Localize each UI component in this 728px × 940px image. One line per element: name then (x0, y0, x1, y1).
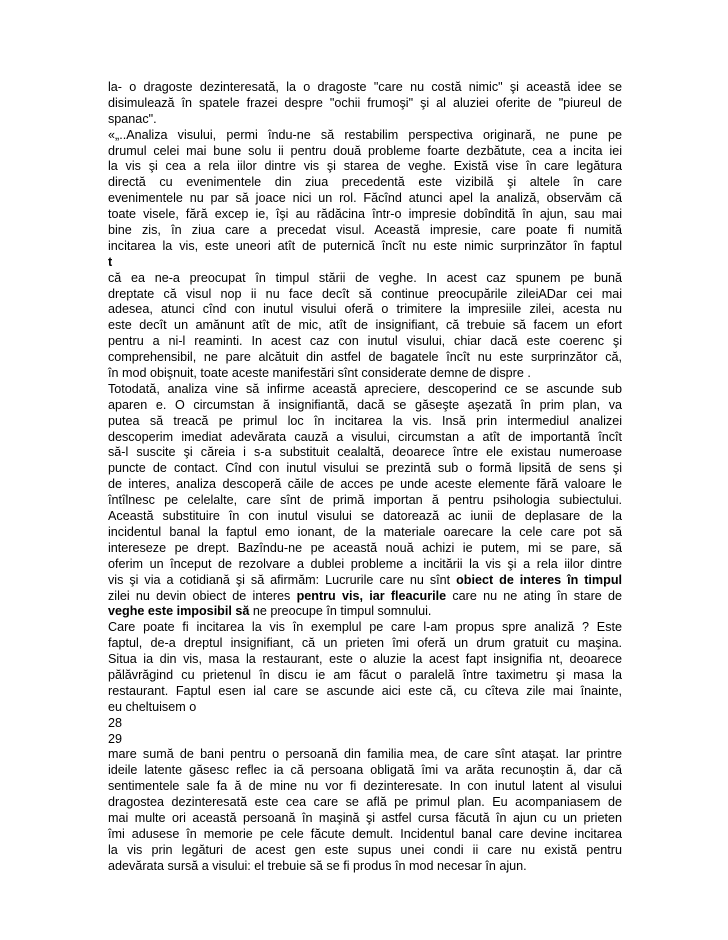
text-line: «„..Analiza visului, permi îndu-ne să restabilim perspectiva originară, ne pune pe (108, 127, 622, 142)
text-line: la vis şi cea a rela iilor dintre vis şi starea de veghe. Există vise în care legătura (108, 159, 622, 174)
text-line: pentru a ni-l reaminti. In acest caz con inutul visului, chiar dacă este coerenc şi (108, 334, 622, 349)
text-line: 28 (108, 715, 123, 730)
text-line: oferim un început de rezolvare a dublei probleme a incitării la vis şi a rela iilor dintre (108, 556, 622, 571)
text-line: intereseze pe drept. Bazîndu-ne pe această nouă achizi ie putem, mi se pare, să (108, 540, 622, 555)
text-line: disimulează în spatele frazei despre "ochii frumoşi" şi al aluziei oferite de "piureul de (108, 95, 622, 110)
text-line: întîlnesc pe celelalte, care sînt de primă importan ă pentru psihologia subiectului. (108, 493, 622, 508)
text-span: care nu ne ating în stare de (446, 588, 623, 603)
text-line: de interes, analiza descoperă căile de acces pe unde aceste elemente fără valoare le (108, 477, 622, 492)
text-line: directă cu evenimentele din ziua precedentă este vizibilă şi altele în care (108, 175, 622, 190)
document-page (108, 80, 622, 875)
text-line: 29 (108, 731, 123, 746)
text-line: Această substituire în con inutul visului se datorează ac iunii de deplasare de la (108, 509, 622, 524)
text-line: spanac". (108, 111, 157, 126)
text-line: incidentul banal la faptul emo ionant, de la materiale oarecare la cele care pot să (108, 524, 622, 539)
text-line (108, 589, 622, 605)
text-line: restaurant. Faptul esen ial care se ascunde aici este că, cu cîteva zile mai înainte, (108, 683, 622, 698)
text-line: adevărata sursă a visului: el trebuie să se fi produs în mod necesar în ajun. (108, 858, 527, 873)
text-line: descoperim imediat adevărata cauză a visului, circumstan a atît de importantă încît (108, 429, 622, 444)
text-line: la vis prin legături de acest gen este supus unei condi ii care nu există pentru (108, 842, 622, 857)
text-line: aparen e. O circumstan ă insignifiantă, dacă se găseşte aşezată în prim plan, va (108, 397, 622, 412)
text-line: dragostea dezinteresată este cea care se află pe primul plan. Eu acompaniasem de (108, 795, 622, 810)
text-line: Situa ia din vis, masa la restaurant, este o aluzie la acest fapt insignifia nt, deoarece (108, 652, 622, 667)
text-span: vis şi via a cotidiană şi să afirmăm: Lucrurile care nu sînt (108, 572, 457, 587)
text-line: incitarea la vis, este uneori atît de puternică încît nu este nimic surprinzător în faptul (108, 238, 622, 253)
text-line: ideile latente găsesc reflec ia că persoana obligată îmi va arăta recunoştin ă, dar că (108, 763, 622, 778)
text-line: sentimentele sale fa ă de mine nu vor fi dezinteresate. In con inutul latent al visului (108, 779, 622, 794)
text-line: evenimentele nu par să joace nici un rol. Făcînd atunci apel la analiză, observăm că (108, 191, 622, 206)
text-line: Totodată, analiza vine să infirme această apreciere, descoperind ce se ascunde sub (108, 381, 622, 396)
text-line: îmi adusese în memorie pe cele făcute demult. Incidentul banal care devine incitarea (108, 826, 622, 841)
text-line: puncte de contact. Cînd con inutul visului se prezintă sub o formă lipsită de sens şi (108, 461, 622, 476)
text-line: t (108, 254, 113, 269)
text-span: zilei nu devin obiect de interes (108, 588, 297, 603)
text-line: bine zis, în ziua care a precedat visul. Această impresie, care poate fi numită (108, 223, 622, 238)
text-line: adesea, atunci cînd con inutul visului oferă o trimitere la impresiile zilei, acesta nu (108, 302, 622, 317)
text-line: la- o dragoste dezinteresată, la o dragoste "care nu costă nimic" şi această idee se (108, 80, 622, 94)
text-span: ne preocupe în timpul somnului. (249, 604, 432, 619)
text-line: în mod obişnuit, toate aceste manifestări sînt considerate demne de dispre . (108, 366, 531, 381)
bold-text-span: obiect de interes în timpul (456, 572, 623, 587)
text-line: este decît un amănunt atît de mic, atît de insignifiant, că trebuie să facem un efort (108, 318, 622, 333)
bold-text-span: veghe este imposibil să (108, 604, 250, 619)
text-line: mai multe ori această persoană în maşină şi astfel cursa făcută în ajun cu un prieten (108, 810, 622, 825)
text-line: Care poate fi incitarea la vis în exemplul pe care l-am propus spre analiză ? Este (108, 620, 622, 635)
text-line: faptul, de-a dreptul insignifiant, că un prieten îmi oferă un drum gratuit cu maşina. (108, 636, 622, 651)
text-line: că ea ne-a preocupat în timpul stării de veghe. In acest caz spunem pe bună (108, 270, 622, 285)
text-line: pălăvrăgind cu prietenul în discu ie am făcut o paralelă între taximetru şi masa la (108, 667, 622, 682)
text-line: dreptate că visul nop ii nu face decît să continue preocupările zileiADar cei mai (108, 286, 622, 301)
text-line: toate visele, fără excep ie, îşi au rădăcina într-o impresie dobîndită în ajun, sau mai (108, 207, 622, 222)
text-line: comprehensibil, ne pare alcătuit din astfel de bagatele încît nu este surprinzător că, (108, 350, 622, 365)
text-line: să-l suscite şi căreia i s-a substituit cealaltă, deoarece între ele existau numeroase (108, 445, 622, 460)
text-line (108, 573, 622, 589)
bold-text-span: pentru vis, iar fleacurile (296, 588, 447, 603)
text-line: drumul celei mai bune solu ii pentru două probleme foarte dezbătute, cea a incita iei (108, 143, 622, 158)
text-line: mare sumă de bani pentru o persoană din familia mea, de care sînt ataşat. Iar printre (108, 747, 622, 762)
text-line: eu cheltuisem o (108, 699, 197, 714)
text-line: putea să treacă pe primul loc în incitarea la vis. Insă prin intermediul analizei (108, 413, 622, 428)
text-line (108, 604, 622, 620)
